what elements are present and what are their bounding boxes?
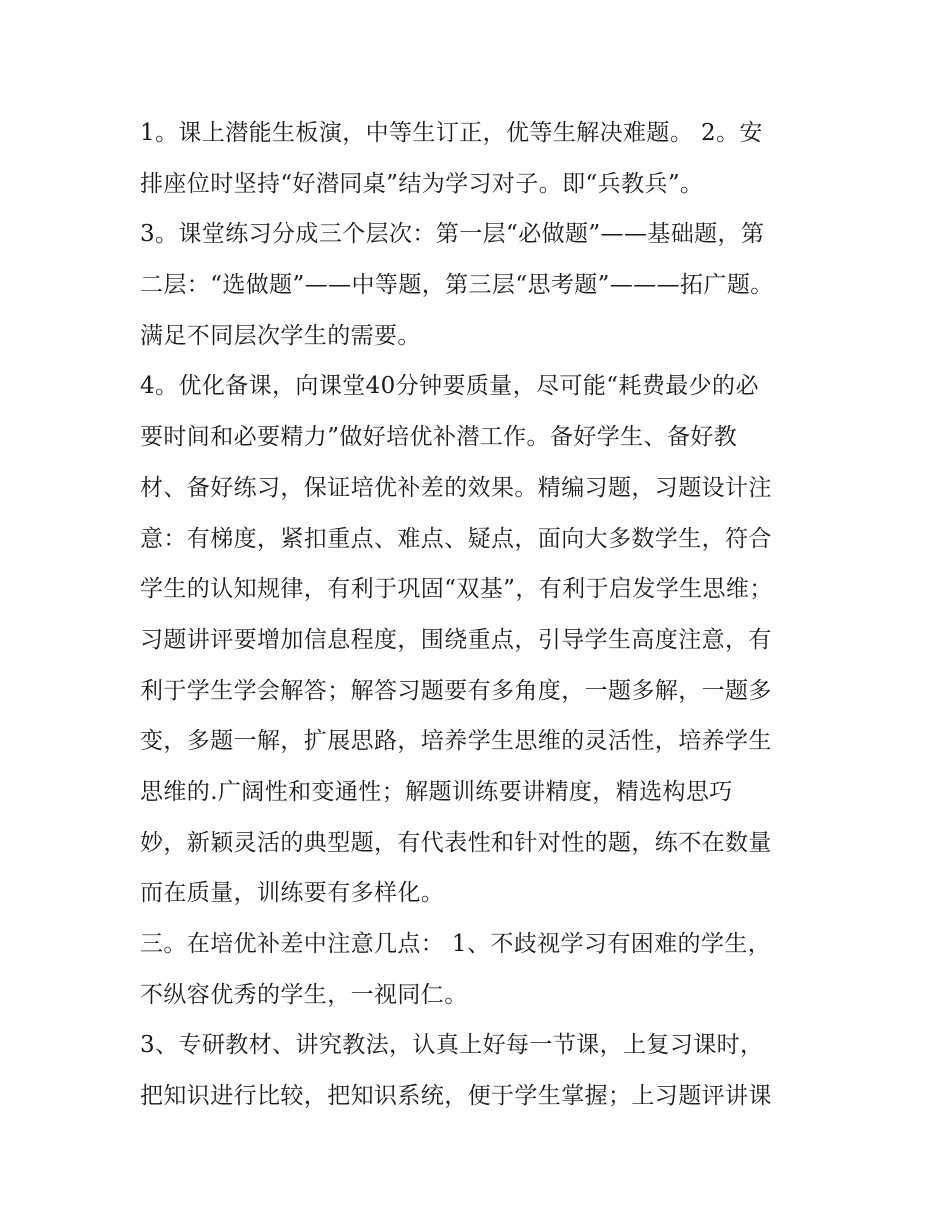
text-line: 排座位时坚持“好潜同桌”结为学习对子。即“兵教兵”。	[140, 170, 704, 197]
text-line: 三。在培优补差中注意几点： 1、不歧视学习有困难的学生，	[140, 931, 772, 957]
text-line: 学生的认知规律，有利于巩固“双基”，有利于启发学生思维；	[140, 576, 773, 603]
text-line: 把知识进行比较，把知识系统，便于学生掌握；上习题评讲课	[140, 1083, 772, 1110]
text-line: 材、备好练习，保证培优补差的效果。精编习题，习题设计注	[140, 474, 772, 501]
text-line: 不纵容优秀的学生，一视同仁。	[140, 981, 468, 1008]
document-body	[140, 108, 820, 1122]
text-line: 3、专研教材、讲究教法，认真上好每一节课，上复习课时，	[140, 1032, 764, 1059]
text-line: 要时间和必要精力”做好培优补潜工作。备好学生、备好教	[140, 424, 738, 451]
text-line: 3。课堂练习分成三个层次：第一层“必做题”——基础题，第	[140, 221, 765, 248]
text-line: 满足不同层次学生的需要。	[140, 322, 421, 349]
text-line: 二层：“选做题”——中等题，第三层“思考题”———拓广题。	[140, 272, 774, 299]
text-line: 意：有梯度，紧扣重点、难点、疑点，面向大多数学生，符合	[140, 525, 772, 552]
text-line: 妙，新颖灵活的典型题，有代表性和针对性的题，练不在数量	[140, 829, 772, 856]
text-line: 思维的.广阔性和变通性；解题训练要讲精度，精选构思巧	[140, 778, 733, 805]
text-line: 变，多题一解，扩展思路，培养学生思维的灵活性，培养学生	[140, 728, 772, 755]
text-line: 习题讲评要增加信息程度，围绕重点，引导学生高度注意，有	[140, 626, 772, 653]
text-line: 而在质量，训练要有多样化。	[140, 880, 445, 907]
text-line: 利于学生学会解答；解答习题要有多角度，一题多解，一题多	[140, 677, 772, 704]
text-line: 4。优化备课，向课堂40分钟要质量，尽可能“耗费最少的必	[140, 373, 759, 400]
text-line: 1。课上潜能生板演，中等生订正，优等生解决难题。 2。安	[140, 120, 763, 146]
